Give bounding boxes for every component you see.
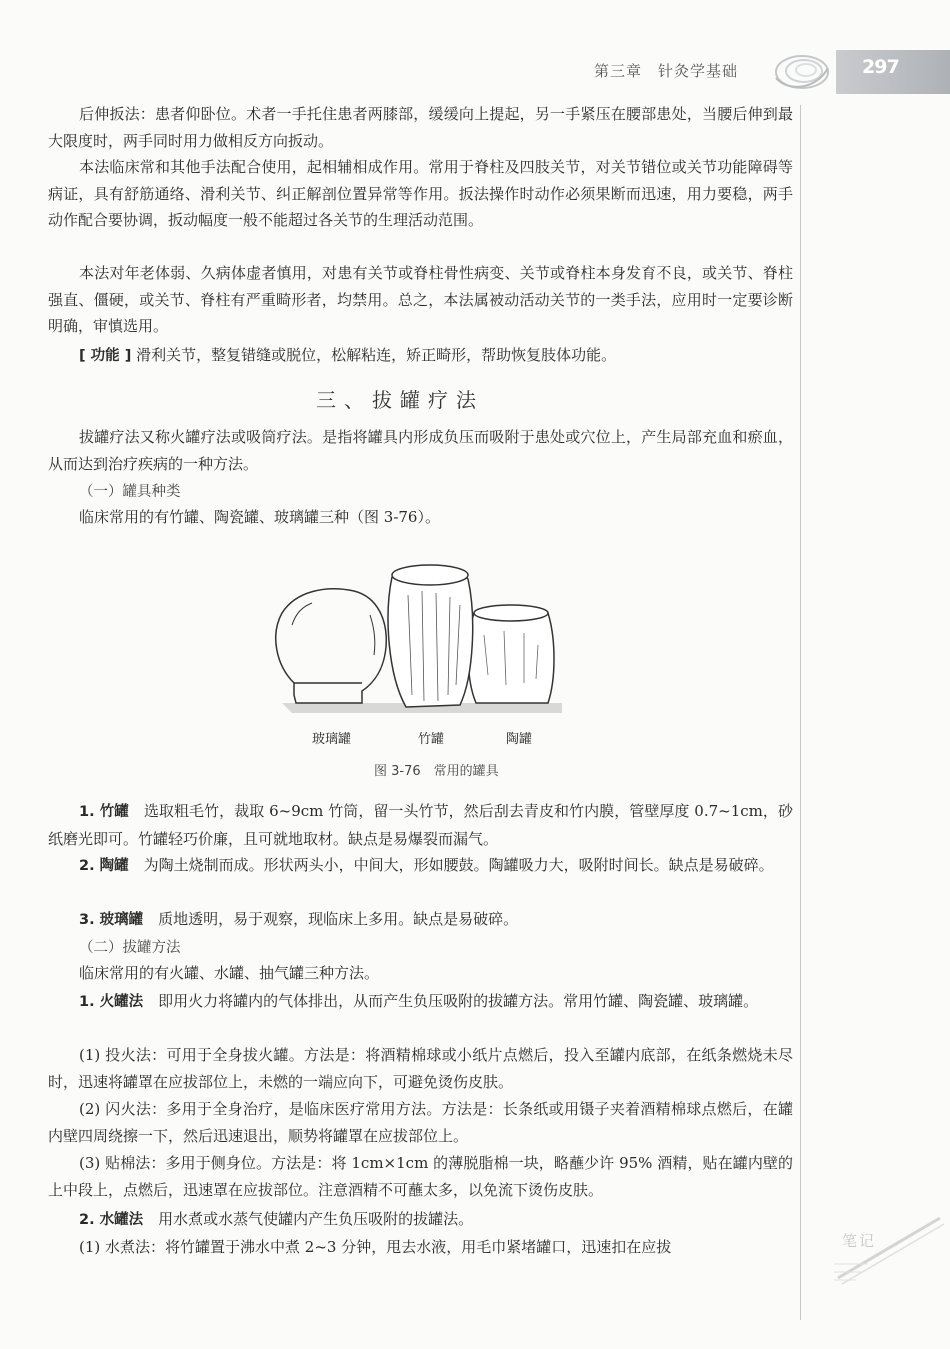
fire-cupping-text: 即用火力将罐内的气体排出，从而产生负压吸附的拔罐方法。常用竹罐、陶瓷罐、玻璃罐。 <box>143 992 759 1010</box>
paragraph-cotton-attach: (3) 贴棉法：多用于侧身位。方法是：将 1cm×1cm 的薄脱脂棉一块，略蘸少许 95% 酒精，贴在罐内壁的上中段上，点燃后，迅速罩在应拔部位。注意酒精不可蘸太多，以免流下烫伤皮肤。 <box>48 1154 793 1199</box>
figure-caption: 图 3-76 常用的罐具 <box>374 764 499 779</box>
paragraph-cup-types: 临床常用的有竹罐、陶瓷罐、玻璃罐三种（图 3-76）。 <box>79 508 440 526</box>
water-cupping-text: 用水煮或水蒸气使罐内产生负压吸附的拔罐法。 <box>143 1210 474 1228</box>
paragraph-methods-intro: 临床常用的有火罐、水罐、抽气罐三种方法。 <box>79 964 380 982</box>
notes-label: 笔记 <box>842 1232 877 1250</box>
glass-jar-image <box>276 589 386 703</box>
paragraph-usage: 本法临床常和其他手法配合使用，起相辅相成作用。常用于脊柱及四肢关节，对关节错位或关节功能障碍等病证，具有舒筋通络、滑利关节、纠正解剖位置异常等作用。扳法操作时动作必须果断而迅速，用力要稳，两手动作配合要协调，扳动幅度一般不能超过各关节的生理活动范围。 <box>48 158 793 229</box>
fire-cupping-term: 1. 火罐法 <box>79 994 144 1010</box>
paragraph-cupping-intro: 拔罐疗法又称火罐疗法或吸筒疗法。是指将罐具内形成负压而吸附于患处或穴位上，产生局部充血和瘀血，从而达到治疗疾病的一种方法。 <box>48 428 793 473</box>
glass-cup-text: 质地透明，易于观察，现临床上多用。缺点是易破碎。 <box>143 910 519 928</box>
paragraph-fire-insertion: (1) 投火法：可用于全身拔火罐。方法是：将酒精棉球或小纸片点燃后，投入至罐内底部，在纸条燃烧未尽时，迅速将罐罩在应拔部位上，未燃的一端应向下，可避免烫伤皮肤。 <box>48 1046 793 1091</box>
pottery-cup-term: 2. 陶罐 <box>79 858 129 874</box>
pottery-cup-text: 为陶土烧制而成。形状两头小，中间大，形如腰鼓。陶罐吸力大，吸附时间长。缺点是易破碎。 <box>128 856 774 874</box>
paragraph-bamboo-cup <box>48 798 793 852</box>
figure-label-pottery: 陶罐 <box>506 732 533 747</box>
margin-divider <box>800 105 801 1320</box>
pottery-jar-image <box>468 605 554 703</box>
paragraph-contraindication: 本法对年老体弱、久病体虚者慎用，对患有关节或脊柱骨性病变、关节或脊柱本身发育不良，或关节、脊柱强直、僵硬，或关节、脊柱有严重畸形者，均禁用。总之，本法属被动活动关节的一类手法，应用时一定要诊断明确，审慎选用。 <box>48 264 793 335</box>
glass-cup-term: 3. 玻璃罐 <box>79 912 144 928</box>
paragraph-flash-fire: (2) 闪火法：多用于全身治疗，是临床医疗常用方法。方法是：长条纸或用镊子夹着酒精棉球点燃后，在罐内壁四周绕擦一下，然后迅速退出，顺势将罐罩在应拔部位上。 <box>48 1100 793 1145</box>
paragraph-function <box>79 342 793 370</box>
page-header <box>0 44 950 102</box>
swirl-logo-icon <box>770 48 830 94</box>
figure-label-glass: 玻璃罐 <box>312 732 352 747</box>
page-number: 297 <box>862 56 899 78</box>
bamboo-cup-text: 选取粗毛竹，裁取 6~9cm 竹筒，留一头竹节，然后刮去青皮和竹内膜，管壁厚度 0.7~1cm，砂纸磨光即可。竹罐轻巧价廉，且可就地取材。缺点是易爆裂而漏气。 <box>48 802 793 848</box>
figure-label-bamboo: 竹罐 <box>418 732 445 747</box>
subheading-cupping-methods: （二）拔罐方法 <box>79 940 181 956</box>
paragraph-back-extension: 后伸扳法：患者仰卧位。术者一手托住患者两膝部，缓缓向上提起，另一手紧压在腰部患处，当腰后伸到最大限度时，两手同时用力做相反方向扳动。 <box>48 105 793 150</box>
cupping-jars-illustration <box>262 555 582 715</box>
chapter-title: 第三章 针灸学基础 <box>594 62 739 80</box>
paragraph-water-cupping <box>48 1206 793 1234</box>
subheading-cup-types: （一）罐具种类 <box>79 484 181 500</box>
paragraph-glass-cup <box>48 906 793 934</box>
section-title: 三、拔罐疗法 <box>316 388 484 412</box>
function-term: [ 功能 ] <box>79 348 132 364</box>
water-cupping-term: 2. 水罐法 <box>79 1212 144 1228</box>
bamboo-jar-image <box>388 565 473 707</box>
paragraph-fire-cupping <box>48 988 793 1016</box>
function-text: 滑利关节，整复错缝或脱位，松解粘连，矫正畸形，帮助恢复肢体功能。 <box>131 346 617 364</box>
notes-pencil-icon <box>828 1212 950 1292</box>
paragraph-pottery-cup <box>48 852 793 880</box>
paragraph-boiling: (1) 水煮法：将竹罐置于沸水中煮 2~3 分钟，甩去水液，用毛巾紧堵罐口，迅速扣在应拔 <box>79 1238 672 1256</box>
bamboo-cup-term: 1. 竹罐 <box>79 804 129 820</box>
